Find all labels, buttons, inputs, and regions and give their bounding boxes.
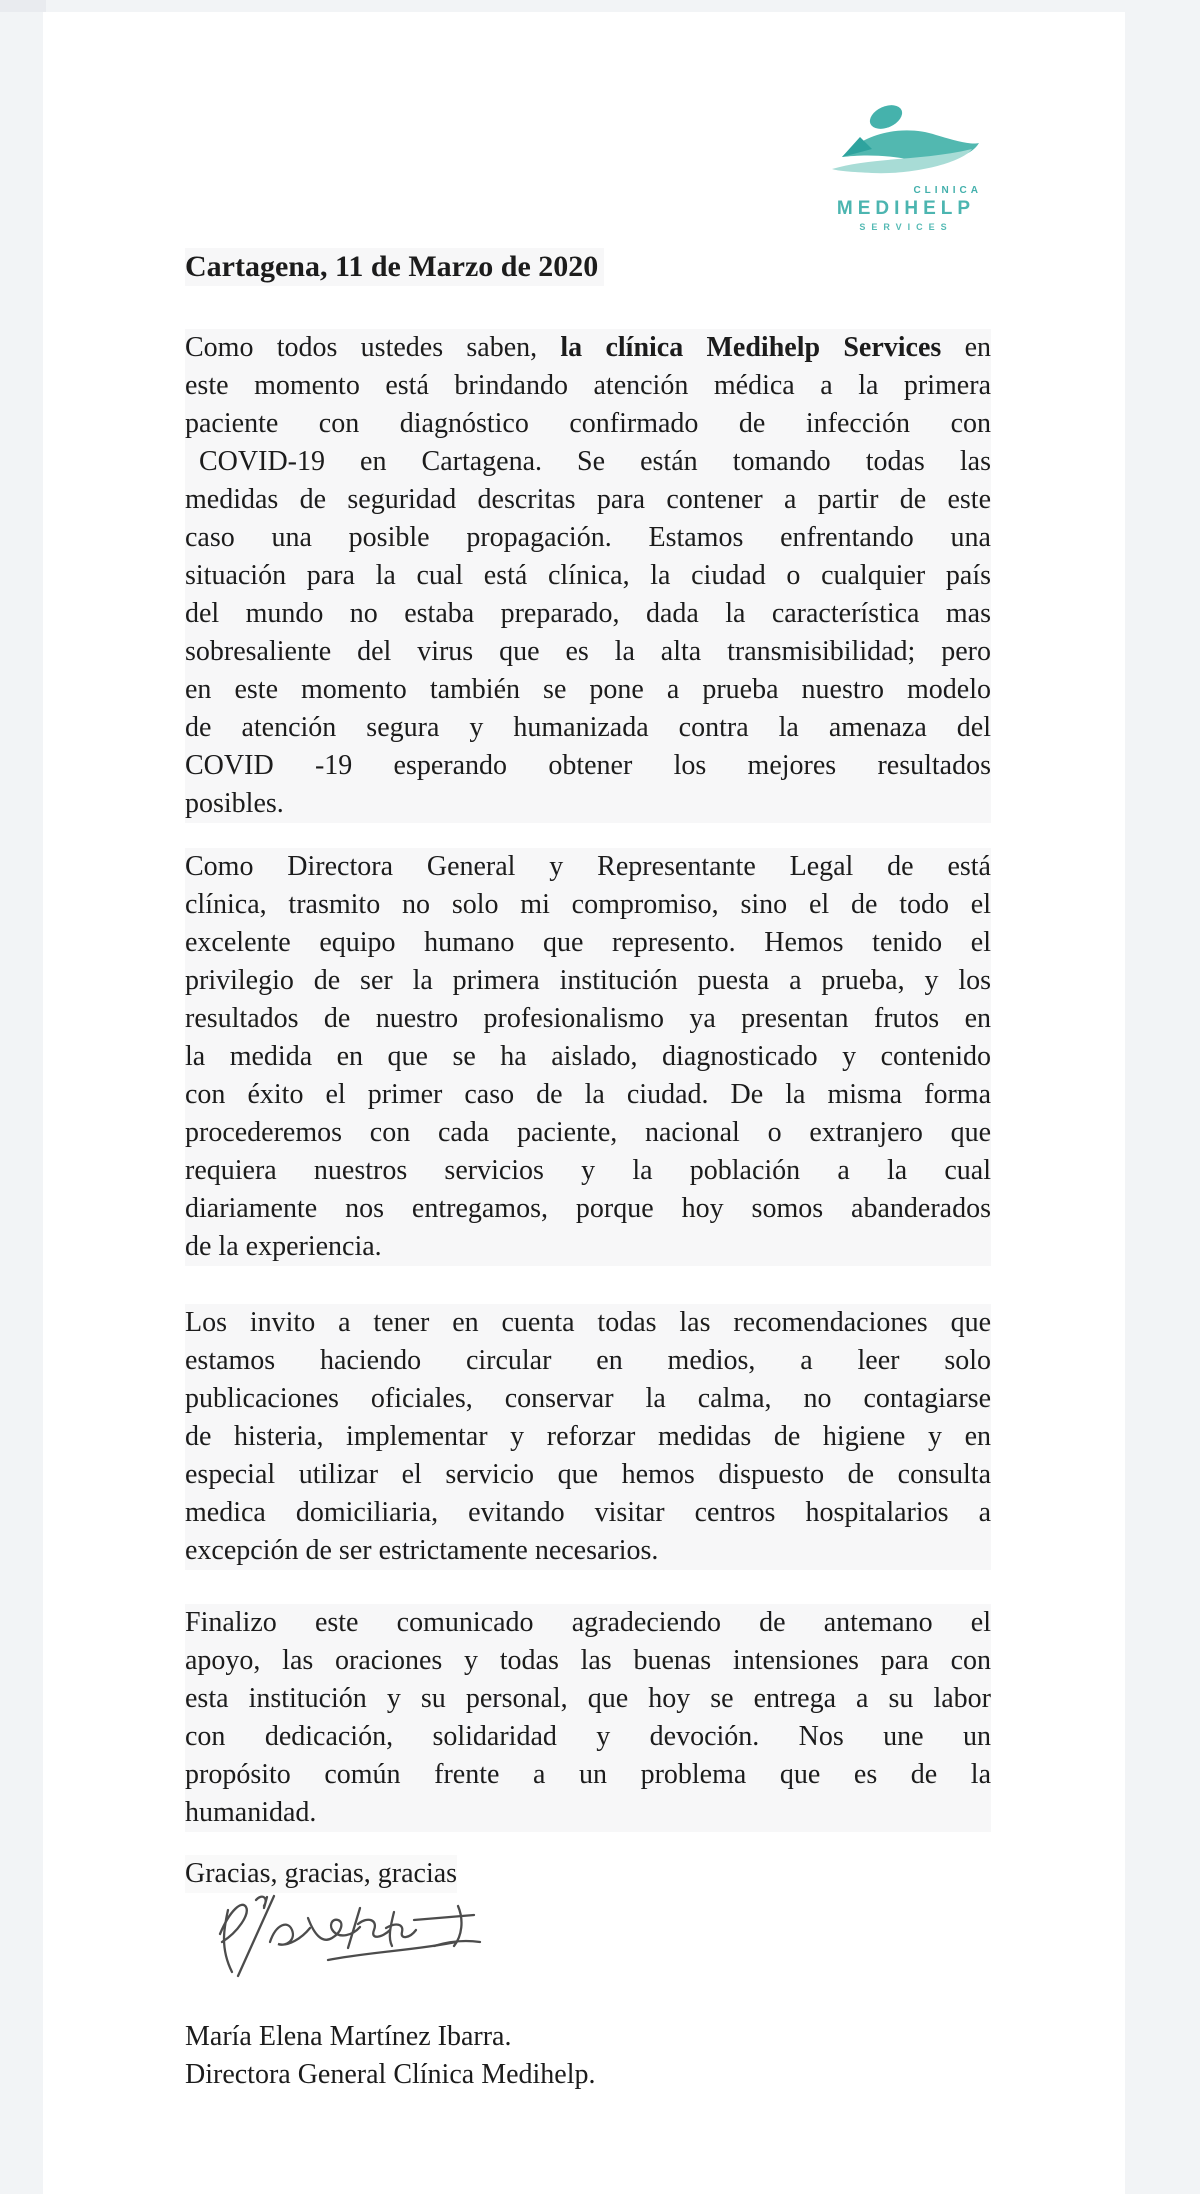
body-text: con dedicación, solidaridad y devoción. Nos une un: [185, 1721, 991, 1752]
paragraph-3: [185, 1304, 991, 1570]
body-text: en: [941, 332, 991, 363]
body-text: en este momento también se pone a prueba nuestro modelo: [185, 674, 991, 705]
letter-line: [185, 367, 991, 405]
body-text: medica domiciliaria, evitando visitar centros hospitalarios a: [185, 1497, 991, 1528]
body-text: de atención segura y humanizada contra la amenaza del: [185, 712, 991, 743]
letter-line: [185, 1190, 991, 1228]
letter-line: [185, 785, 991, 823]
letter-line: [185, 595, 991, 633]
letter-line: [185, 1380, 991, 1418]
letter-line: [185, 1794, 991, 1832]
paragraph-4: [185, 1604, 991, 1832]
letter-line: [185, 1642, 991, 1680]
body-text: especial utilizar el servicio que hemos dispuesto de consulta: [185, 1459, 991, 1490]
letter-line: [185, 1718, 991, 1756]
medihelp-figure-icon: [820, 95, 992, 187]
letter-line: [185, 1418, 991, 1456]
letter-line: [185, 1114, 991, 1152]
body-text: Los invito a tener en cuenta todas las recomendaciones que: [185, 1307, 991, 1338]
paragraph-2: [185, 848, 991, 1266]
letter-line: [185, 1342, 991, 1380]
letter-line: [185, 1000, 991, 1038]
letter-line: [185, 1038, 991, 1076]
body-text: propósito común frente a un problema que es de la: [185, 1759, 991, 1790]
body-text: excelente equipo humano que represento. Hemos tenido el: [185, 927, 991, 958]
letter-line: [185, 633, 991, 671]
letter-line: [185, 1680, 991, 1718]
logo-medihelp-text: MEDIHELP: [836, 198, 976, 219]
letter-line: [185, 405, 991, 443]
body-text: caso una posible propagación. Estamos enfrentando una: [185, 522, 991, 553]
body-text: la medida en que se ha aislado, diagnosticado y contenido: [185, 1041, 991, 1072]
letter-line: [185, 1304, 991, 1342]
body-text: publicaciones oficiales, conservar la calma, no contagiarse: [185, 1383, 991, 1414]
body-text: resultados de nuestro profesionalismo ya presentan frutos en: [185, 1003, 991, 1034]
logo-clinica-text: CLINICA: [913, 185, 982, 196]
letter-line: [185, 481, 991, 519]
body-text: paciente con diagnóstico confirmado de infección con: [185, 408, 991, 439]
closing-thanks: Gracias, gracias, gracias: [185, 1855, 457, 1893]
letter-line: [185, 886, 991, 924]
letter-line: [185, 1228, 991, 1266]
letter-page: [43, 12, 1125, 2194]
body-text: humanidad.: [185, 1797, 317, 1828]
signature: [208, 1880, 508, 1990]
letter-line: [185, 1604, 991, 1642]
body-text: procederemos con cada paciente, nacional o extranjero que: [185, 1117, 991, 1148]
letter-line: [185, 1494, 991, 1532]
body-text: clínica, trasmito no solo mi compromiso, sino el de todo el: [185, 889, 991, 920]
body-text: este momento está brindando atención médica a la primera: [185, 370, 991, 401]
body-text: posibles.: [185, 788, 284, 819]
body-text: situación para la cual está clínica, la ciudad o cualquier país: [185, 560, 991, 591]
letter-line: [185, 709, 991, 747]
letter-line: [185, 1532, 991, 1570]
signer-title: Directora General Clínica Medihelp.: [185, 2059, 596, 2090]
letter-line: [185, 519, 991, 557]
body-text: Como todos ustedes saben,: [185, 332, 561, 363]
letter-line: [185, 557, 991, 595]
body-text: de histeria, implementar y reforzar medidas de higiene y en: [185, 1421, 991, 1452]
paragraph-1: [185, 329, 991, 823]
letter-line: [185, 747, 991, 785]
body-text: Finalizo este comunicado agradeciendo de antemano el: [185, 1607, 991, 1638]
body-text: con éxito el primer caso de la ciudad. De la misma forma: [185, 1079, 991, 1110]
body-text: esta institución y su personal, que hoy se entrega a su labor: [185, 1683, 991, 1714]
medihelp-logo: [820, 95, 992, 245]
letter-line: [185, 962, 991, 1000]
body-text: COVID-19 en Cartagena. Se están tomando todas las: [199, 446, 991, 477]
logo-services-text: SERVICES: [859, 222, 953, 232]
body-text: medidas de seguridad descritas para contener a partir de este: [185, 484, 991, 515]
body-text: estamos haciendo circular en medios, a leer solo: [185, 1345, 991, 1376]
letter-line: [185, 329, 991, 367]
letter-line: [185, 848, 991, 886]
body-text: apoyo, las oraciones y todas las buenas intensiones para con: [185, 1645, 991, 1676]
scan-edge-shade: [0, 0, 46, 12]
body-text: del mundo no estaba preparado, dada la característica mas: [185, 598, 991, 629]
body-text: Como Directora General y Representante Legal de está: [185, 851, 991, 882]
letter-line: [185, 1152, 991, 1190]
body-text: privilegio de ser la primera institución puesta a prueba, y los: [185, 965, 991, 996]
letter-line: [185, 1756, 991, 1794]
letter-line: [185, 443, 991, 481]
body-text: de la experiencia.: [185, 1231, 382, 1262]
body-text: sobresaliente del virus que es la alta transmisibilidad; pero: [185, 636, 991, 667]
body-text: diariamente nos entregamos, porque hoy somos abanderados: [185, 1193, 991, 1224]
letter-line: [185, 1076, 991, 1114]
letter-line: [185, 924, 991, 962]
bold-text: la clínica Medihelp Services: [560, 332, 942, 363]
body-text: requiera nuestros servicios y la población a la cual: [185, 1155, 991, 1186]
body-text: COVID -19 esperando obtener los mejores resultados: [185, 750, 991, 781]
letter-line: [185, 1456, 991, 1494]
body-text: excepción de ser estrictamente necesarios.: [185, 1535, 659, 1566]
letter-date: Cartagena, 11 de Marzo de 2020: [185, 248, 604, 286]
letter-line: [185, 671, 991, 709]
signer-name: María Elena Martínez Ibarra.: [185, 2021, 512, 2052]
